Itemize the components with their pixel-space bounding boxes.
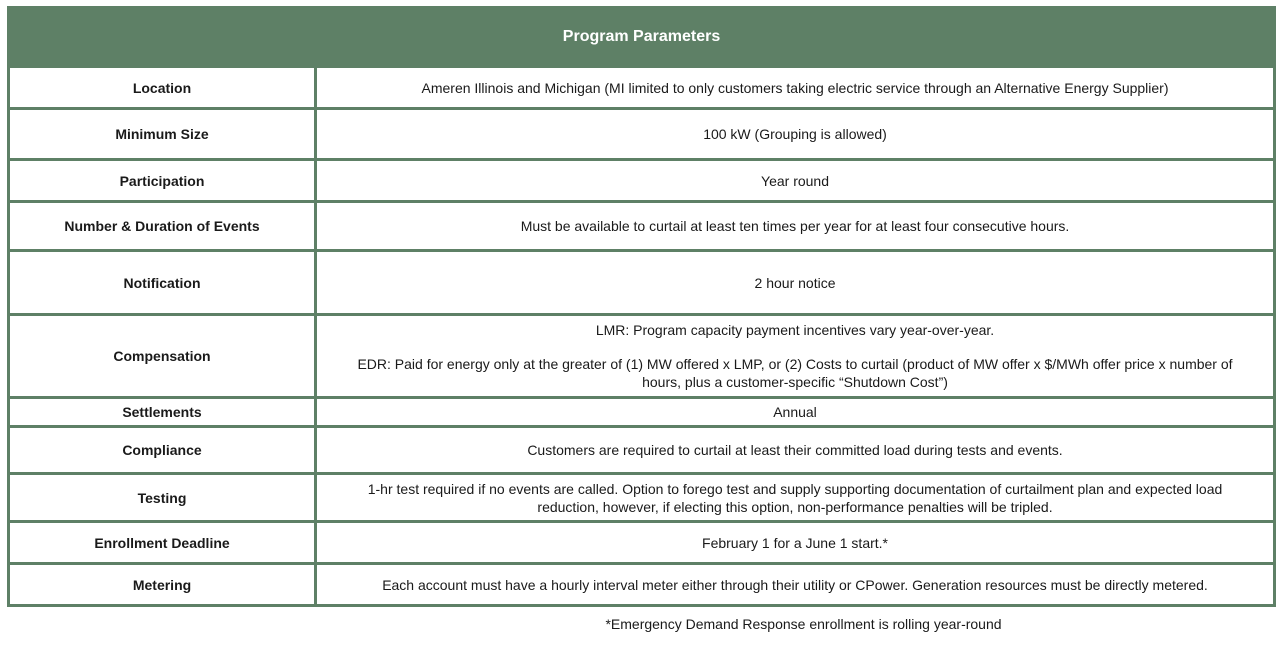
row-value: 100 kW (Grouping is allowed) [316, 109, 1275, 160]
row-label: Compensation [9, 315, 316, 398]
row-label: Participation [9, 160, 316, 202]
table-row-notification [9, 251, 1275, 315]
table-title: Program Parameters [9, 8, 1275, 67]
row-label: Minimum Size [9, 109, 316, 160]
table-row-settlements [9, 398, 1275, 427]
row-value: February 1 for a June 1 start.* [316, 522, 1275, 564]
row-value [316, 315, 1275, 398]
table-row-testing [9, 474, 1275, 522]
compensation-edr-text: EDR: Paid for energy only at the greater of (1) MW offered x LMP, or (2) Costs to curtail (product of MW offer x $/MWh offer price x number of hours, plus a customer-specific “Shutdown Cost”) [357, 356, 1233, 390]
row-label: Settlements [9, 398, 316, 427]
row-label: Enrollment Deadline [9, 522, 316, 564]
table-row-participation [9, 160, 1275, 202]
row-label: Location [9, 67, 316, 109]
row-value: Each account must have a hourly interval meter either through their utility or CPower. Generation resources must be directly metered. [316, 564, 1275, 606]
row-value: 1-hr test required if no events are called. Option to forego test and supply supporting documentation of curtailment plan and expected load reduction, however, if electing this option, non-performance penalties will be tripled. [316, 474, 1275, 522]
table-header-row [9, 8, 1275, 67]
table-row-compliance [9, 427, 1275, 474]
table-row-location [9, 67, 1275, 109]
row-label: Compliance [9, 427, 316, 474]
program-parameters-table [7, 6, 1276, 607]
row-value: Year round [316, 160, 1275, 202]
row-value: Customers are required to curtail at least their committed load during tests and events. [316, 427, 1275, 474]
table-row-metering [9, 564, 1275, 606]
row-label: Number & Duration of Events [9, 202, 316, 251]
row-value: 2 hour notice [316, 251, 1275, 315]
row-label: Testing [9, 474, 316, 522]
table-row-minimum-size [9, 109, 1275, 160]
table-row-compensation [9, 315, 1275, 398]
compensation-lmr-text: LMR: Program capacity payment incentives vary year-over-year. [595, 322, 995, 338]
footnote: *Emergency Demand Response enrollment is rolling year-round [605, 616, 1002, 632]
row-value: Ameren Illinois and Michigan (MI limited to only customers taking electric service through an Alternative Energy Supplier) [316, 67, 1275, 109]
row-value: Annual [316, 398, 1275, 427]
row-value: Must be available to curtail at least ten times per year for at least four consecutive hours. [316, 202, 1275, 251]
row-label: Notification [9, 251, 316, 315]
table-row-enrollment-deadline [9, 522, 1275, 564]
row-label: Metering [9, 564, 316, 606]
table-row-events [9, 202, 1275, 251]
